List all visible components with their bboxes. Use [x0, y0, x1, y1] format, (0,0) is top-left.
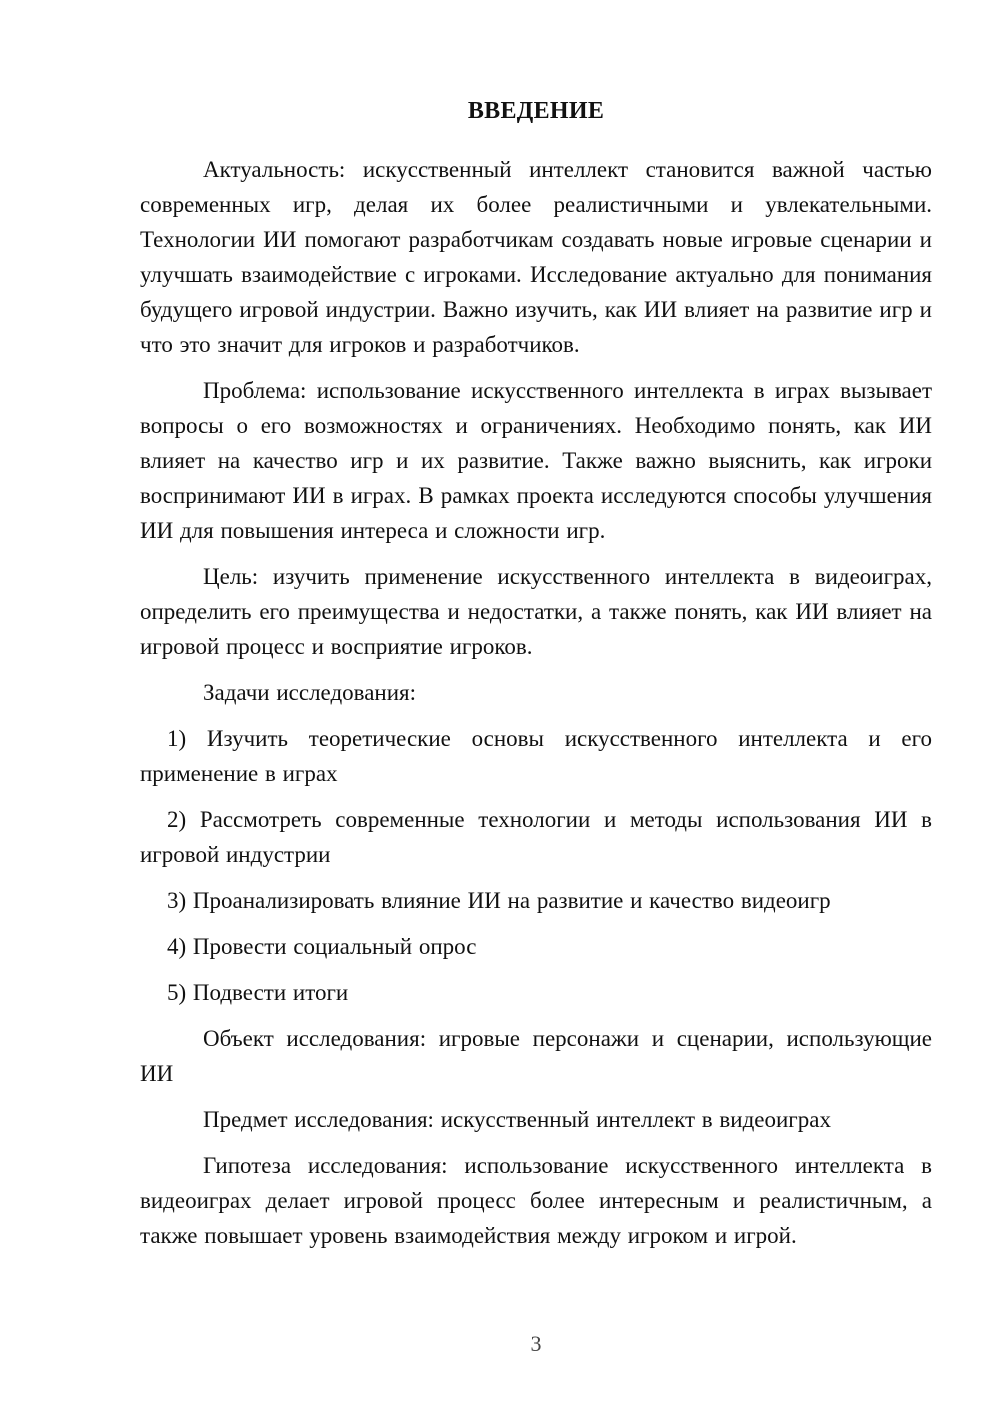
paragraph-goal: Цель: изучить применение искусственного интеллекта в видеоиграх, определить его преимущества и недостатки, а также понять, как ИИ влияет на игровой процесс и восприятие игроков.: [140, 564, 932, 659]
paragraph-hypothesis: Гипотеза исследования: использование искусственного интеллекта в видеоиграх делает игровой процесс более интересным и реалистичным, а также повышает уровень взаимодействия между игроком и игрой.: [140, 1153, 932, 1248]
task-item-2: 2) Рассмотреть современные технологии и методы использования ИИ в игровой индустрии: [140, 807, 932, 867]
page-body: [140, 96, 932, 1253]
paragraph-research-object: Объект исследования: игровые персонажи и сценарии, использующие ИИ: [140, 1026, 932, 1086]
paragraph-relevance: Актуальность: искусственный интеллект становится важной частью современных игр, делая их более реалистичными и увлекательными. Технологии ИИ помогают разработчикам создавать новые игровые сценарии и улучшать взаимодействие с игроками. Исследование актуально для понимания будущего игровой индустрии. Важно изучить, как ИИ влияет на развитие игр и что это значит для игроков и разработчиков.: [140, 157, 932, 357]
task-item-4: 4) Провести социальный опрос: [167, 934, 477, 959]
task-item-3: 3) Проанализировать влияние ИИ на развитие и качество видеоигр: [167, 888, 831, 913]
section-title: ВВЕДЕНИЕ: [467, 98, 605, 124]
task-item-1: 1) Изучить теоретические основы искусственного интеллекта и его применение в играх: [140, 726, 932, 786]
paragraph-research-subject: Предмет исследования: искусственный интеллект в видеоиграх: [203, 1107, 831, 1132]
page-number: 3: [530, 1331, 542, 1356]
tasks-heading: Задачи исследования:: [203, 680, 417, 705]
task-item-5: 5) Подвести итоги: [167, 980, 349, 1005]
paragraph-problem: Проблема: использование искусственного интеллекта в играх вызывает вопросы о его возможностях и ограничениях. Необходимо понять, как ИИ влияет на качество игр и их развитие. Также важно выяснить, как игроки воспринимают ИИ в играх. В рамках проекта исследуются способы улучшения ИИ для повышения интереса и сложности игр.: [140, 378, 932, 543]
